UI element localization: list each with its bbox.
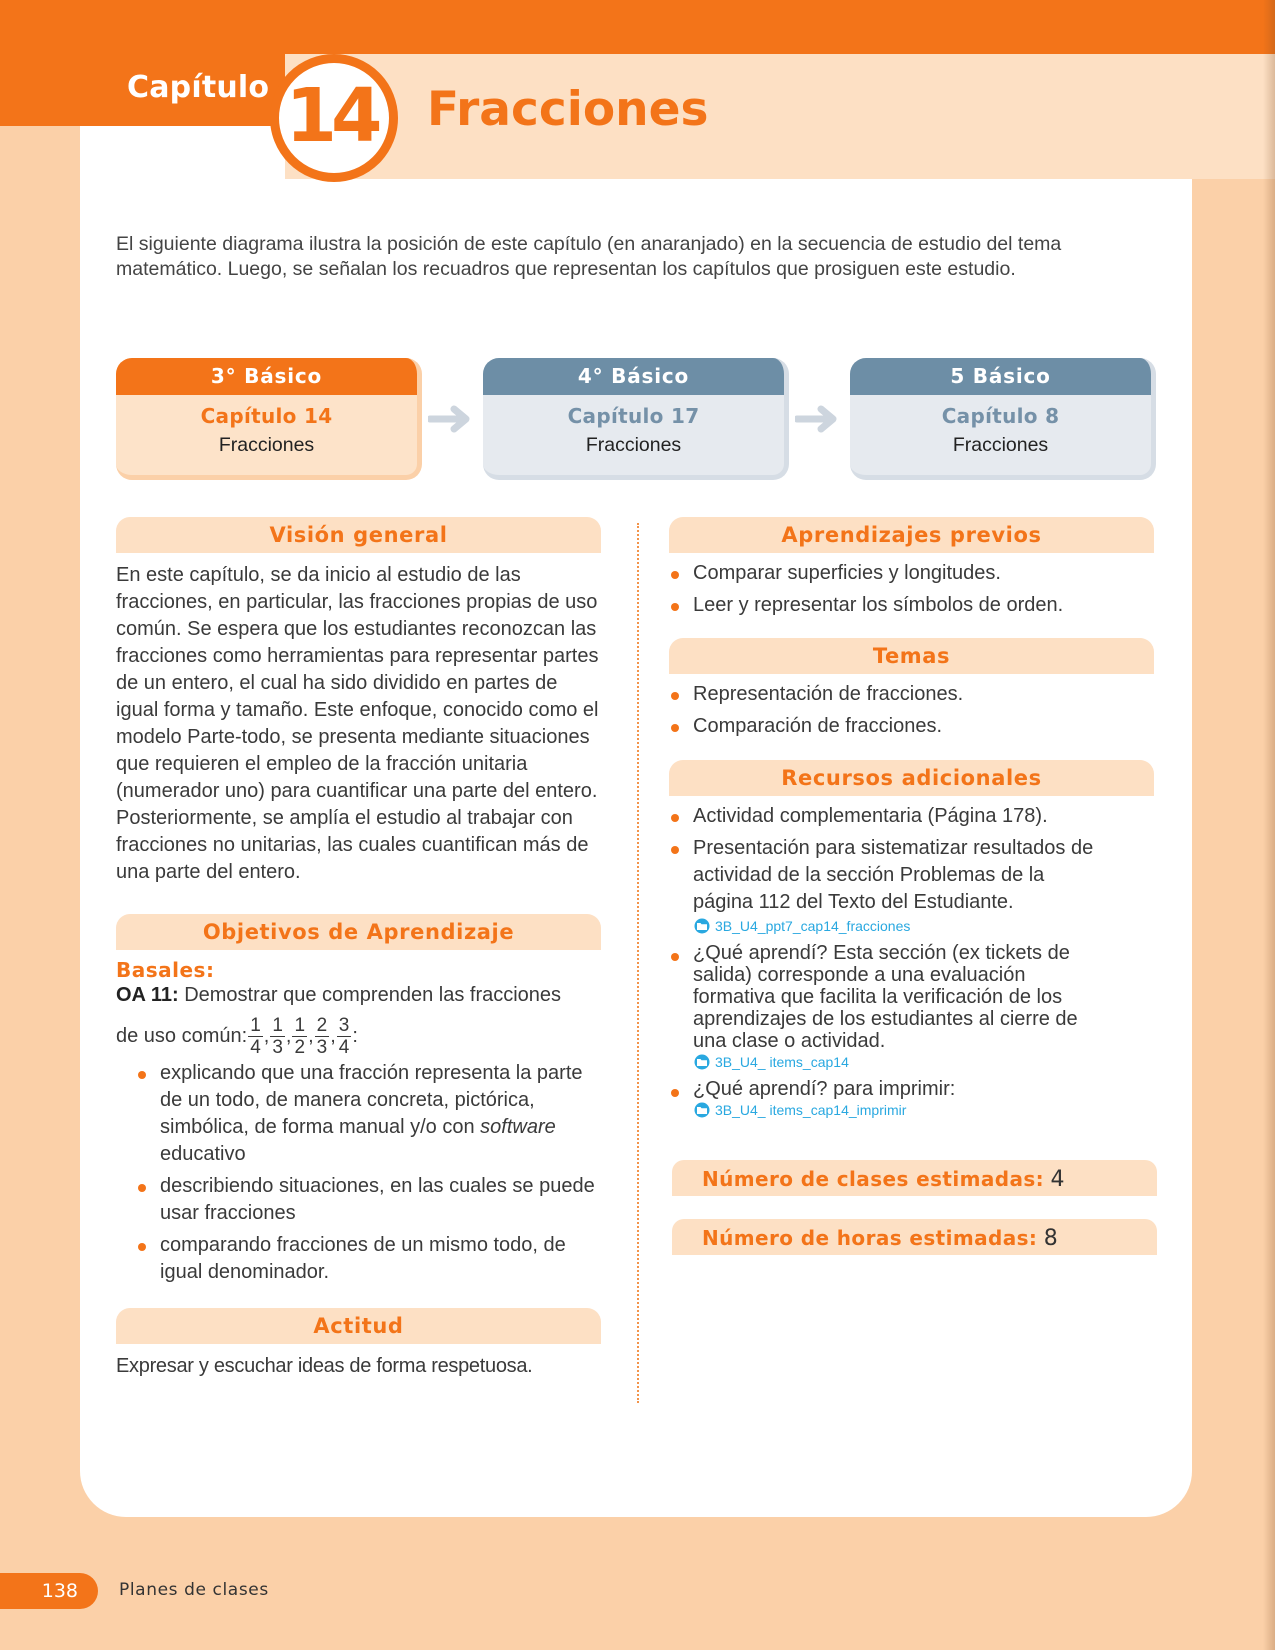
header-orange-band xyxy=(0,0,1275,54)
actitud-header: Actitud xyxy=(116,1308,601,1344)
sequence-box-later xyxy=(850,358,1156,480)
column-divider xyxy=(637,523,639,1403)
recursos-list xyxy=(669,803,1109,1119)
folder-icon xyxy=(693,1102,711,1118)
oa-label: OA 11: xyxy=(116,984,179,1006)
fraction: $\frac{3}{4}$ xyxy=(338,1015,350,1058)
vision-header: Visión general xyxy=(116,517,601,553)
list-item: Comparación de fracciones. xyxy=(669,713,1154,740)
intro-paragraph: El siguiente diagrama ilustra la posición de este capítulo (en anaranjado) en la secuencia de estudio del tema matemático. Luego, se señalan los recuadros que representan los capítulos que prosiguen este estudio. xyxy=(116,233,1062,280)
fraction: $\frac{1}{3}$ xyxy=(272,1015,283,1058)
fraction: $\frac{2}{3}$ xyxy=(316,1015,328,1058)
clases-value: 4 xyxy=(1050,1167,1065,1192)
list-item: Leer y representar los símbolos de orden. xyxy=(669,592,1154,619)
horas-estimadas xyxy=(672,1219,1157,1255)
left-column xyxy=(116,517,601,1380)
list-item: ¿Qué aprendí? para imprimir: 3B_U4_ items_cap14_imprimir xyxy=(669,1078,1109,1119)
sequence-box-current xyxy=(116,358,422,480)
list-item: explicando que una fracción representa la parte de un todo, de manera concreta, pictórica, simbólica, de forma manual y/o con software educativo xyxy=(136,1060,601,1168)
sequence-chapter: Capítulo 17 xyxy=(567,404,700,428)
vision-text: En este capítulo, se da inicio al estudio de las fracciones, en particular, las fracciones propias de uso común. Se espera que los estudiantes reconozcan las fracciones como herramientas para representar partes de un entero, el cual ha sido dividido en partes de igual forma y tamaño. Este enfoque, conocido como el modelo Parte-todo, se presenta mediante situaciones que requieren el empleo de la fracción unitaria (numerador uno) para cuantificar una parte del entero. Posteriormente, se amplía el estudio al trabajar con fracciones no unitarias, las cuales cuantifican más de una parte del entero. xyxy=(116,564,599,883)
list-item: Actividad complementaria (Página 178). xyxy=(669,803,1109,830)
page-number: 138 xyxy=(0,1573,98,1609)
list-item: Representación de fracciones. xyxy=(669,681,1154,708)
sequence-topic: Fracciones xyxy=(585,434,682,456)
sequence-chapter: Capítulo 8 xyxy=(941,404,1060,428)
oa-line xyxy=(116,982,601,1009)
clases-label: Número de clases estimadas: xyxy=(702,1167,1045,1191)
resource-link[interactable]: 3B_U4_ items_cap14_imprimir xyxy=(693,1101,1109,1119)
sequence-grade: 3° Básico xyxy=(116,358,417,395)
basales-label: Basales: xyxy=(116,958,215,982)
sequence-topic: Fracciones xyxy=(218,434,315,456)
horas-value: 8 xyxy=(1043,1226,1058,1251)
list-item: comparando fracciones de un mismo todo, de igual denominador. xyxy=(136,1232,601,1286)
previos-list xyxy=(669,560,1154,619)
arrow-right-icon xyxy=(428,404,472,434)
objetivos-header: Objetivos de Aprendizaje xyxy=(116,914,601,950)
sequence-topic: Fracciones xyxy=(952,434,1049,456)
chapter-number-badge xyxy=(270,54,398,182)
clases-estimadas xyxy=(672,1160,1157,1196)
oa-text: Demostrar que comprenden las fracciones xyxy=(184,984,562,1006)
sequence-chapter: Capítulo 14 xyxy=(200,404,333,428)
objetivos-list xyxy=(136,1060,601,1286)
actitud-text: Expresar y escuchar ideas de forma respetuosa. xyxy=(116,1355,533,1377)
resource-link[interactable]: 3B_U4_ppt7_cap14_fracciones xyxy=(693,917,1109,935)
list-item: Comparar superficies y longitudes. xyxy=(669,560,1154,587)
binding-shadow xyxy=(1263,0,1275,1650)
recursos-header: Recursos adicionales xyxy=(669,760,1154,796)
sequence-grade: 5 Básico xyxy=(850,358,1151,395)
temas-header: Temas xyxy=(669,638,1154,674)
folder-icon xyxy=(693,918,711,934)
temas-list xyxy=(669,681,1154,740)
previos-header: Aprendizajes previos xyxy=(669,517,1154,553)
oa-fractions-line: de uso común: $\frac{1}{4}$ , $\frac{1}{3}$ , $\frac{1}{2}$ , $\frac{2}{3}$ , $\frac{3}{4}$ : xyxy=(116,1015,358,1058)
chapter-label: Capítulo xyxy=(127,70,270,105)
page-title: Fracciones xyxy=(427,82,709,137)
folder-icon xyxy=(693,1054,711,1070)
resource-link[interactable]: 3B_U4_ items_cap14 xyxy=(693,1053,1109,1071)
sequence-box-next xyxy=(483,358,789,480)
horas-label: Número de horas estimadas: xyxy=(702,1226,1038,1250)
sequence-grade: 4° Básico xyxy=(483,358,784,395)
fraction: $\frac{1}{4}$ xyxy=(250,1015,261,1058)
arrow-right-icon xyxy=(795,404,839,434)
chapter-number: 14 xyxy=(285,73,377,159)
oa-text-2: de uso común: xyxy=(116,1025,248,1047)
footer-section-label: Planes de clases xyxy=(119,1580,269,1600)
list-item: Presentación para sistematizar resultados de actividad de la sección Problemas de la página 112 del Texto del Estudiante. 3B_U4_ppt7_cap14_fracciones xyxy=(669,835,1109,935)
right-column xyxy=(669,517,1154,1119)
list-item: describiendo situaciones, en las cuales se puede usar fracciones xyxy=(136,1173,601,1227)
fraction: $\frac{1}{2}$ xyxy=(294,1015,306,1058)
list-item: ¿Qué aprendí? Esta sección (ex tickets de salida) corresponde a una evaluación formativa que facilita la verificación de los aprendizajes de los estudiantes al cierre de una clase o actividad. 3B_U4_ items_cap14 xyxy=(669,942,1109,1071)
